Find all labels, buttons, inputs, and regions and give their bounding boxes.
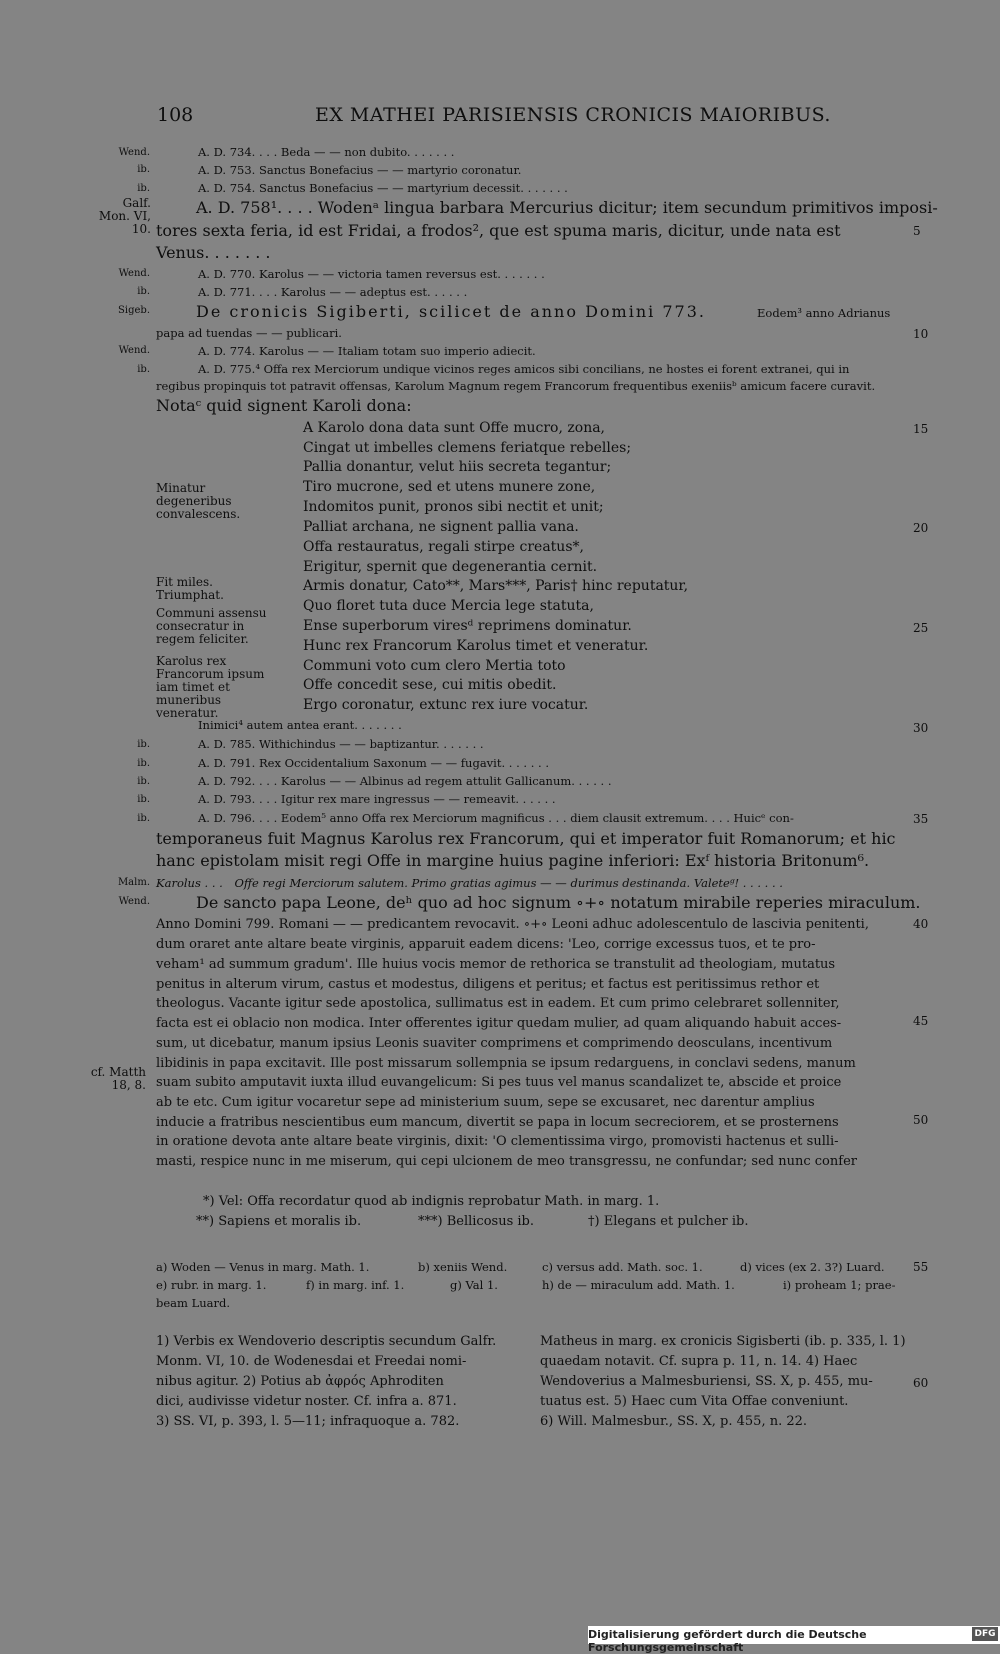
paragraph-line: dum oraret ante altare beate virginis, apparuit eadem dicens: 'Leo, corrige excessus tuos, et te pro- [156,937,816,952]
entry-line: A. D. 791. Rex Occidentalium Saxonum — — fugavit. . . . . . . [198,756,549,770]
entry-line: temporaneus fuit Magnus Karolus rex Francorum, qui et imperator fuit Romanorum; et hic [156,829,896,848]
verse-line: Communi voto cum clero Mertia toto [303,658,566,674]
verse-line: Hunc rex Francorum Karolus timet et veneratur. [303,638,649,654]
entry-line: A. D. 793. . . . Igitur rex mare ingressus — — remeavit. . . . . . [198,792,556,806]
entry-line: A. D. 771. . . . Karolus — — adeptus est. . . . . . [198,285,468,299]
paragraph-line: Anno Domini 799. Romani — — predicantem revocavit. ∘+∘ Leoni adhuc adolescentulo de lascivia penitenti, [156,917,869,932]
line-number: 15 [913,422,929,436]
entry-line: A. D. 785. Withichindus — — baptizantur. . . . . . . [198,737,484,751]
side-ref: Wend. [118,345,150,356]
paragraph-line: veham¹ ad summum gradum'. Ille huius vocis memor de rethorica se transtulit ad theologiam, mutatus [156,957,836,972]
side-ref: ib. [137,794,150,805]
entry-line: regibus propinquis tot patravit offensas, Karolum Magnum regem Francorum frequentibus exeniisᵇ amicum facere curavit. [156,379,876,393]
entry-line: A. D. 792. . . . Karolus — — Albinus ad regem attulit Gallicanum. . . . . . [198,774,612,788]
side-ref: Galf. Mon. VI, 10. [98,196,151,236]
side-ref: ib. [137,183,150,194]
entry-line: A. D. 774. Karolus — — Italiam totam suo imperio adiecit. [198,344,536,358]
side-ref: ib. [137,776,150,787]
line-number: 35 [913,812,929,826]
entry-line: A. D. 753. Sanctus Bonefacius — — martyrio coronatur. [198,163,522,177]
apparatus-note: g) Val 1. [450,1278,498,1292]
line-number: 25 [913,621,929,635]
apparatus-note: a) Woden — Venus in marg. Math. 1. [156,1260,370,1274]
paragraph-line: penitus in alterum virum, castus et modestus, diligens et peritus; et factus est peritissimus rethor et [156,977,820,992]
side-ref: ib. [137,813,150,824]
line-number: 30 [913,721,929,735]
entry-line: Notaᶜ quid signent Karoli dona: [156,396,412,415]
entry-line: A. D. 754. Sanctus Bonefacius — — martyrium decessit. . . . . . . [198,181,568,195]
entry-line: Karolus . . . Offe regi Merciorum salutem. Primo gratias agimus — — durimus destinanda. Valeteᵍ! . . . . . . [156,876,783,890]
verse-note: ***) Bellicosus ib. [418,1214,534,1229]
side-ref: Malm. [117,877,150,888]
historical-note: Monm. VI, 10. de Wodenesdai et Freedai nomi- [156,1354,467,1369]
footer-bar [588,1626,1000,1654]
entry-line: Eodem³ anno Adrianus [757,306,891,320]
side-ref: ib. [137,364,150,375]
apparatus-note: d) vices (ex 2. 3?) Luard. [740,1260,885,1274]
side-ref: Wend. [118,147,150,158]
entry-line: A. D. 770. Karolus — — victoria tamen reversus est. . . . . . . [198,267,545,281]
line-number: 20 [913,521,929,535]
line-number: 50 [913,1113,929,1127]
entry-line: tores sexta feria, id est Fridai, a frodos², que est spuma maris, dicitur, unde nata est [156,221,841,240]
verse-line: Ergo coronatur, extunc rex iure vocatur. [303,697,589,713]
verse-line: Ense superborum viresᵈ reprimens dominatur. [303,618,632,634]
entry-line: A. D. 734. . . . Beda — — non dubito. . . . . . . [198,145,455,159]
dfg-logo-icon: DFG [972,1627,998,1641]
apparatus-note: e) rubr. in marg. 1. [156,1278,267,1292]
paragraph-line: facta est ei oblacio non modica. Inter offerentes igitur quedam mulier, ad quam aliquando habuit acces- [156,1016,842,1031]
side-ref: Sigeb. [118,305,150,316]
paragraph-line: in oratione devota ante altare beate virginis, dixit: 'O clementissima virgo, promovisti hactenus et sulli- [156,1134,839,1149]
apparatus-note: h) de — miraculum add. Math. 1. [542,1278,735,1292]
verse-line: Offa restauratus, regali stirpe creatus*, [303,539,584,555]
paragraph-line: suam subito amputavit iuxta illud euvangelicum: Si pes tuus vel manus scandalizet te, abscide et proice [156,1075,842,1090]
side-ref: Wend. [118,268,150,279]
historical-note: 6) Will. Malmesbur., SS. X, p. 455, n. 22. [540,1414,808,1429]
verse-note: *) Vel: Offa recordatur quod ab indignis reprobatur Math. in marg. 1. [203,1194,660,1209]
verse-line: Cingat ut imbelles clemens feriatque rebelles; [303,440,632,456]
historical-note: 3) SS. VI, p. 393, l. 5—11; infraquoque a. 782. [156,1414,460,1429]
apparatus-note: b) xeniis Wend. [418,1260,508,1274]
line-number: 55 [913,1260,929,1274]
line-number: 40 [913,917,929,931]
entry-line: A. D. 775.⁴ Offa rex Merciorum undique vicinos reges amicos sibi concilians, ne hostes ei forent extranei, qui in [198,362,850,376]
verse-note: †) Elegans et pulcher ib. [588,1214,749,1229]
line-number: 60 [913,1376,929,1390]
historical-note: tuatus est. 5) Haec cum Vita Offae conveniunt. [540,1394,849,1409]
side-ref: ib. [137,739,150,750]
historical-note: dici, audivisse videtur noster. Cf. infra a. 871. [156,1394,457,1409]
apparatus-note: f) in marg. inf. 1. [306,1278,405,1292]
entry-line: Venus. . . . . . . [156,243,271,262]
gloss: Triumphat. [156,588,224,602]
apparatus-note: beam Luard. [156,1296,230,1310]
historical-note: Matheus in marg. ex cronicis Sigisberti (ib. p. 335, l. 1) [540,1334,906,1349]
paragraph-line: induciе a fratribus nescientibus eum mancum, divertit se papa in locum secreciorem, et se prosternens [156,1115,839,1130]
entry-line: A. D. 758¹. . . . Wodenᵃ lingua barbara Mercurius dicitur; item secundum primitivos imposi- [196,198,938,217]
verse-line: Tiro mucrone, sed et utens munere zone, [303,479,596,495]
side-ref: ib. [137,164,150,175]
line-number: 45 [913,1014,929,1028]
entry-line: papa ad tuendas — — publicari. [156,326,342,340]
verse-line: Palliat archana, ne signent pallia vana. [303,519,579,535]
gloss: Fit miles. [156,575,213,589]
page-number: 108 [157,104,194,126]
verse-line: Offe concedit sese, cui mitis obedit. [303,677,557,693]
paragraph-line: sum, ut dicebatur, manum ipsius Leonis suaviter comprimens et comprimendo deosculans, incentivum [156,1036,833,1051]
verse-line: A Karolo dona data sunt Offe mucro, zona, [303,420,606,436]
verse-line: Armis donatur, Cato**, Mars***, Paris† hinc reputatur, [303,578,689,594]
verse-note: **) Sapiens et moralis ib. [196,1214,362,1229]
line-number: 5 [913,224,921,238]
historical-note: Wendoverius a Malmesburiensi, SS. X, p. 455, mu- [540,1374,873,1389]
side-ref: cf. Matth 18, 8. [90,1065,146,1092]
gloss: Minatur degeneribus convalescens. [156,481,241,521]
side-ref: ib. [137,286,150,297]
paragraph-line: masti, respice nunc in me miserum, qui cepi ulcionem de meo transgressu, ne confundar; sed nunc confer [156,1154,857,1169]
section-heading: De cronicis Sigiberti, scilicet de anno Domini 773. [196,302,706,321]
entry-line: Inimici⁴ autem antea erant. . . . . . . [198,718,402,732]
footer-text: Digitalisierung gefördert durch die Deutsche Forschungsgemeinschaft [588,1628,867,1654]
paragraph-line: theologus. Vacante igitur sede apostolica, sullimatus est in eadem. Et cum primo celebraret sollenniter, [156,996,840,1011]
verse-line: Erigitur, spernit que degenerantia cernit. [303,559,598,575]
apparatus-note: c) versus add. Math. soc. 1. [542,1260,703,1274]
apparatus-note: i) proheam 1; prae- [783,1278,896,1292]
verse-line: Quo floret tuta duce Mercia lege statuta, [303,598,594,614]
paragraph-line: ab te etc. Cum igitur vocaretur sepe ad ministerium suum, sepe se excusaret, nec darentur amplius [156,1095,815,1110]
verse-line: Pallia donantur, velut hiis secreta tegantur; [303,459,612,475]
side-ref: ib. [137,758,150,769]
verse-line: Indomitos punit, pronos sibi nectit et unit; [303,499,604,515]
gloss: Karolus rex Francorum ipsum iam timet et muneribus veneratur. [156,654,265,720]
historical-note: 1) Verbis ex Wendoverio descriptis secundum Galfr. [156,1334,497,1349]
section-heading: De sancto papa Leone, deʰ quo ad hoc signum ∘+∘ notatum mirabile reperies miraculum. [196,893,921,912]
side-ref: Wend. [118,896,150,907]
line-number: 10 [913,327,929,341]
historical-note: nibus agitur. 2) Potius ab ἀφρός Aphroditen [156,1374,444,1389]
entry-line: hanc epistolam misit regi Offe in margine huius pagine inferiori: Exᶠ historia Britonum⁶. [156,851,870,870]
entry-line: A. D. 796. . . . Eodem⁵ anno Offa rex Merciorum magnificus . . . diem clausit extremum. . . . Huicᵉ con- [198,811,794,825]
gloss: Communi assensu consecratur in regem feliciter. [156,606,267,646]
historical-note: quaedam notavit. Cf. supra p. 11, n. 14. 4) Haec [540,1354,858,1369]
running-title: EX MATHEI PARISIENSIS CRONICIS MAIORIBUS. [315,104,831,126]
paragraph-line: libidinis in papa excitavit. Ille post missarum sollempnia se ipsum redarguens, in conclavi sedens, manum [156,1056,856,1071]
